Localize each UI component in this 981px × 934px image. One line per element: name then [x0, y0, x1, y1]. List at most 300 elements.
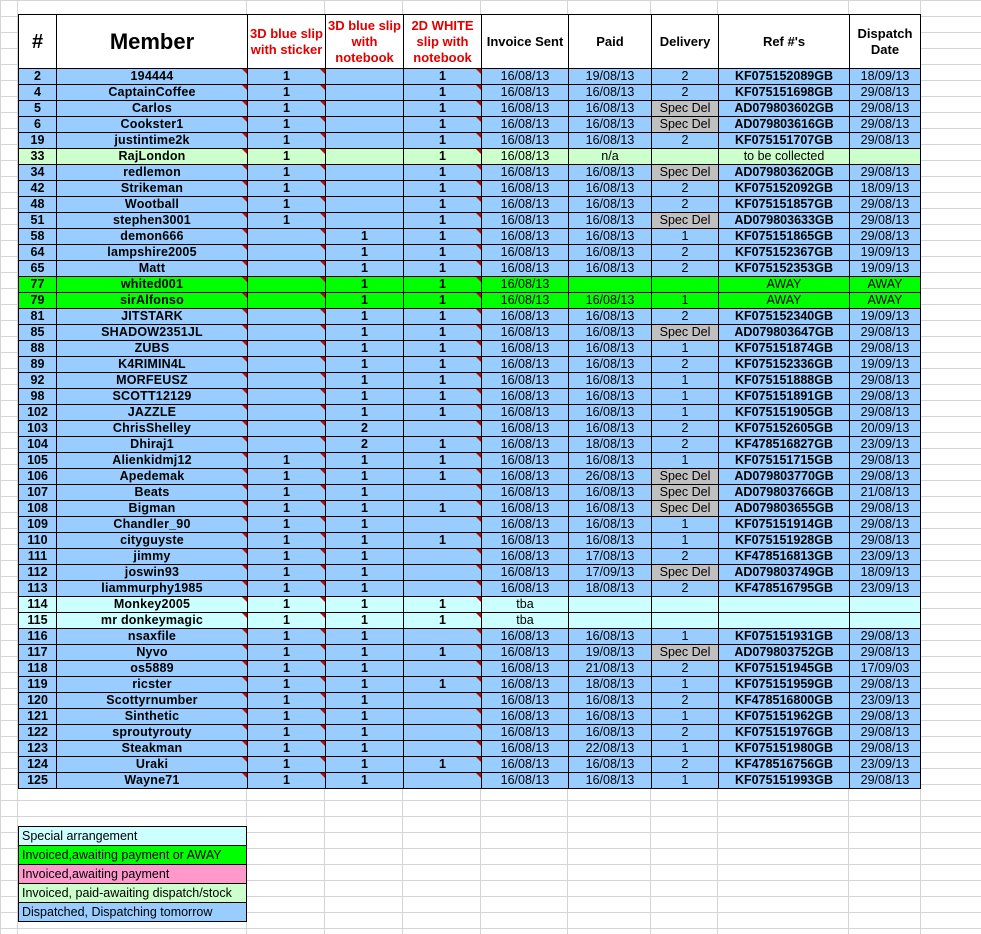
sticker-qty-cell[interactable]: 1	[248, 101, 326, 117]
dispatch-date-cell[interactable]: 19/09/13	[850, 245, 921, 261]
invoice-sent-cell[interactable]: 16/08/13	[482, 245, 569, 261]
delivery-cell[interactable]: 2	[652, 357, 719, 373]
invoice-sent-cell[interactable]: 16/08/13	[482, 69, 569, 85]
paid-date-cell[interactable]: 16/08/13	[569, 85, 652, 101]
member-name-cell[interactable]: jimmy	[57, 549, 248, 565]
member-name-cell[interactable]: Strikeman	[57, 181, 248, 197]
paid-date-cell[interactable]	[569, 613, 652, 629]
notebook2d-qty-cell[interactable]: 1	[404, 325, 482, 341]
member-name-cell[interactable]: os5889	[57, 661, 248, 677]
member-name-cell[interactable]: CaptainCoffee	[57, 85, 248, 101]
member-number-cell[interactable]: 108	[19, 501, 57, 517]
paid-date-cell[interactable]: 16/08/13	[569, 133, 652, 149]
invoice-sent-cell[interactable]: 16/08/13	[482, 389, 569, 405]
invoice-sent-cell[interactable]: 16/08/13	[482, 661, 569, 677]
delivery-cell[interactable]: Spec Del	[652, 485, 719, 501]
member-number-cell[interactable]: 124	[19, 757, 57, 773]
notebook2d-qty-cell[interactable]	[404, 741, 482, 757]
sticker-qty-cell[interactable]	[248, 325, 326, 341]
member-number-cell[interactable]: 104	[19, 437, 57, 453]
notebook3d-qty-cell[interactable]: 2	[326, 421, 404, 437]
dispatch-date-cell[interactable]: 29/08/13	[850, 165, 921, 181]
member-name-cell[interactable]: JAZZLE	[57, 405, 248, 421]
member-name-cell[interactable]: Matt	[57, 261, 248, 277]
paid-date-cell[interactable]: 16/08/13	[569, 165, 652, 181]
sticker-qty-cell[interactable]: 1	[248, 565, 326, 581]
notebook2d-qty-cell[interactable]: 1	[404, 133, 482, 149]
ref-number-cell[interactable]: KF075152353GB	[719, 261, 850, 277]
notebook2d-qty-cell[interactable]: 1	[404, 405, 482, 421]
sticker-qty-cell[interactable]: 1	[248, 69, 326, 85]
notebook3d-qty-cell[interactable]: 1	[326, 261, 404, 277]
invoice-sent-cell[interactable]: 16/08/13	[482, 645, 569, 661]
paid-date-cell[interactable]: 16/08/13	[569, 517, 652, 533]
paid-date-cell[interactable]: 26/08/13	[569, 469, 652, 485]
notebook3d-qty-cell[interactable]	[326, 165, 404, 181]
paid-date-cell[interactable]: 22/08/13	[569, 741, 652, 757]
paid-date-cell[interactable]: 16/08/13	[569, 421, 652, 437]
paid-date-cell[interactable]: 16/08/13	[569, 405, 652, 421]
invoice-sent-cell[interactable]: 16/08/13	[482, 325, 569, 341]
paid-date-cell[interactable]: 16/08/13	[569, 325, 652, 341]
sticker-qty-cell[interactable]: 1	[248, 117, 326, 133]
notebook3d-qty-cell[interactable]: 1	[326, 293, 404, 309]
ref-number-cell[interactable]: KF075151865GB	[719, 229, 850, 245]
dispatch-date-cell[interactable]: 23/09/13	[850, 437, 921, 453]
invoice-sent-cell[interactable]: 16/08/13	[482, 85, 569, 101]
ref-number-cell[interactable]	[719, 613, 850, 629]
sticker-qty-cell[interactable]	[248, 309, 326, 325]
invoice-sent-cell[interactable]: 16/08/13	[482, 437, 569, 453]
paid-date-cell[interactable]: 16/08/13	[569, 773, 652, 789]
dispatch-date-cell[interactable]: 19/09/13	[850, 261, 921, 277]
sticker-qty-cell[interactable]: 1	[248, 501, 326, 517]
member-name-cell[interactable]: SCOTT12129	[57, 389, 248, 405]
dispatch-date-cell[interactable]: 23/09/13	[850, 757, 921, 773]
notebook3d-qty-cell[interactable]	[326, 117, 404, 133]
notebook3d-qty-cell[interactable]: 1	[326, 453, 404, 469]
member-name-cell[interactable]: SHADOW2351JL	[57, 325, 248, 341]
notebook2d-qty-cell[interactable]	[404, 517, 482, 533]
invoice-sent-cell[interactable]: 16/08/13	[482, 261, 569, 277]
sticker-qty-cell[interactable]	[248, 357, 326, 373]
dispatch-date-cell[interactable]: 29/08/13	[850, 629, 921, 645]
notebook3d-qty-cell[interactable]: 1	[326, 597, 404, 613]
notebook3d-qty-cell[interactable]: 1	[326, 693, 404, 709]
ref-number-cell[interactable]: AD079803620GB	[719, 165, 850, 181]
invoice-sent-cell[interactable]: 16/08/13	[482, 421, 569, 437]
notebook2d-qty-cell[interactable]: 1	[404, 117, 482, 133]
paid-date-cell[interactable]: 16/08/13	[569, 309, 652, 325]
header-invoice-sent[interactable]: Invoice Sent	[482, 15, 569, 69]
member-number-cell[interactable]: 48	[19, 197, 57, 213]
member-number-cell[interactable]: 65	[19, 261, 57, 277]
ref-number-cell[interactable]: AD079803749GB	[719, 565, 850, 581]
ref-number-cell[interactable]: AD079803766GB	[719, 485, 850, 501]
member-name-cell[interactable]: demon666	[57, 229, 248, 245]
invoice-sent-cell[interactable]: 16/08/13	[482, 501, 569, 517]
member-number-cell[interactable]: 58	[19, 229, 57, 245]
member-name-cell[interactable]: mr donkeymagic	[57, 613, 248, 629]
ref-number-cell[interactable]: KF075152336GB	[719, 357, 850, 373]
member-name-cell[interactable]: justintime2k	[57, 133, 248, 149]
dispatch-date-cell[interactable]: 29/08/13	[850, 741, 921, 757]
notebook2d-qty-cell[interactable]	[404, 725, 482, 741]
ref-number-cell[interactable]: KF478516756GB	[719, 757, 850, 773]
member-number-cell[interactable]: 123	[19, 741, 57, 757]
member-number-cell[interactable]: 51	[19, 213, 57, 229]
notebook3d-qty-cell[interactable]: 1	[326, 485, 404, 501]
ref-number-cell[interactable]	[719, 597, 850, 613]
invoice-sent-cell[interactable]: 16/08/13	[482, 741, 569, 757]
member-name-cell[interactable]: joswin93	[57, 565, 248, 581]
invoice-sent-cell[interactable]: 16/08/13	[482, 309, 569, 325]
member-number-cell[interactable]: 119	[19, 677, 57, 693]
member-number-cell[interactable]: 85	[19, 325, 57, 341]
dispatch-date-cell[interactable]: 29/08/13	[850, 341, 921, 357]
notebook3d-qty-cell[interactable]: 1	[326, 741, 404, 757]
notebook2d-qty-cell[interactable]	[404, 693, 482, 709]
notebook3d-qty-cell[interactable]	[326, 69, 404, 85]
paid-date-cell[interactable]: 16/08/13	[569, 357, 652, 373]
sticker-qty-cell[interactable]: 1	[248, 549, 326, 565]
member-name-cell[interactable]: MORFEUSZ	[57, 373, 248, 389]
delivery-cell[interactable]: 2	[652, 197, 719, 213]
ref-number-cell[interactable]: KF075152605GB	[719, 421, 850, 437]
member-number-cell[interactable]: 6	[19, 117, 57, 133]
notebook3d-qty-cell[interactable]: 1	[326, 357, 404, 373]
sticker-qty-cell[interactable]	[248, 341, 326, 357]
delivery-cell[interactable]: 2	[652, 725, 719, 741]
notebook3d-qty-cell[interactable]: 1	[326, 245, 404, 261]
member-name-cell[interactable]: whited001	[57, 277, 248, 293]
sticker-qty-cell[interactable]: 1	[248, 213, 326, 229]
paid-date-cell[interactable]: n/a	[569, 149, 652, 165]
sticker-qty-cell[interactable]: 1	[248, 533, 326, 549]
member-number-cell[interactable]: 2	[19, 69, 57, 85]
member-number-cell[interactable]: 122	[19, 725, 57, 741]
notebook2d-qty-cell[interactable]: 1	[404, 69, 482, 85]
delivery-cell[interactable]: 1	[652, 741, 719, 757]
ref-number-cell[interactable]: KF075151928GB	[719, 533, 850, 549]
notebook3d-qty-cell[interactable]: 1	[326, 773, 404, 789]
paid-date-cell[interactable]	[569, 277, 652, 293]
paid-date-cell[interactable]: 16/08/13	[569, 181, 652, 197]
ref-number-cell[interactable]: KF075151888GB	[719, 373, 850, 389]
paid-date-cell[interactable]: 16/08/13	[569, 245, 652, 261]
sticker-qty-cell[interactable]: 1	[248, 645, 326, 661]
invoice-sent-cell[interactable]: 16/08/13	[482, 293, 569, 309]
member-number-cell[interactable]: 92	[19, 373, 57, 389]
notebook3d-qty-cell[interactable]	[326, 101, 404, 117]
delivery-cell[interactable]: Spec Del	[652, 101, 719, 117]
member-name-cell[interactable]: Uraki	[57, 757, 248, 773]
sticker-qty-cell[interactable]	[248, 277, 326, 293]
dispatch-date-cell[interactable]: 29/08/13	[850, 85, 921, 101]
paid-date-cell[interactable]: 16/08/13	[569, 485, 652, 501]
notebook2d-qty-cell[interactable]: 1	[404, 357, 482, 373]
dispatch-date-cell[interactable]: 20/09/13	[850, 421, 921, 437]
notebook3d-qty-cell[interactable]: 1	[326, 725, 404, 741]
notebook2d-qty-cell[interactable]: 1	[404, 469, 482, 485]
notebook3d-qty-cell[interactable]	[326, 197, 404, 213]
paid-date-cell[interactable]: 17/08/13	[569, 549, 652, 565]
delivery-cell[interactable]: 1	[652, 629, 719, 645]
notebook2d-qty-cell[interactable]: 1	[404, 309, 482, 325]
sticker-qty-cell[interactable]	[248, 421, 326, 437]
invoice-sent-cell[interactable]: 16/08/13	[482, 213, 569, 229]
ref-number-cell[interactable]: to be collected	[719, 149, 850, 165]
member-number-cell[interactable]: 116	[19, 629, 57, 645]
delivery-cell[interactable]: Spec Del	[652, 469, 719, 485]
sticker-qty-cell[interactable]: 1	[248, 597, 326, 613]
notebook2d-qty-cell[interactable]: 1	[404, 261, 482, 277]
ref-number-cell[interactable]: KF075151891GB	[719, 389, 850, 405]
sticker-qty-cell[interactable]	[248, 245, 326, 261]
dispatch-date-cell[interactable]: 29/08/13	[850, 469, 921, 485]
member-name-cell[interactable]: 194444	[57, 69, 248, 85]
member-name-cell[interactable]: Carlos	[57, 101, 248, 117]
ref-number-cell[interactable]: KF075151976GB	[719, 725, 850, 741]
ref-number-cell[interactable]: KF075151980GB	[719, 741, 850, 757]
invoice-sent-cell[interactable]: 16/08/13	[482, 101, 569, 117]
sticker-qty-cell[interactable]: 1	[248, 165, 326, 181]
notebook2d-qty-cell[interactable]: 1	[404, 165, 482, 181]
notebook3d-qty-cell[interactable]: 1	[326, 565, 404, 581]
dispatch-date-cell[interactable]: 23/09/13	[850, 581, 921, 597]
member-number-cell[interactable]: 112	[19, 565, 57, 581]
member-name-cell[interactable]: sirAlfonso	[57, 293, 248, 309]
notebook3d-qty-cell[interactable]: 1	[326, 549, 404, 565]
invoice-sent-cell[interactable]: tba	[482, 597, 569, 613]
member-name-cell[interactable]: Beats	[57, 485, 248, 501]
paid-date-cell[interactable]: 17/09/13	[569, 565, 652, 581]
dispatch-date-cell[interactable]: 19/09/13	[850, 309, 921, 325]
sticker-qty-cell[interactable]: 1	[248, 469, 326, 485]
notebook3d-qty-cell[interactable]: 1	[326, 405, 404, 421]
member-name-cell[interactable]: K4RIMIN4L	[57, 357, 248, 373]
invoice-sent-cell[interactable]: 16/08/13	[482, 277, 569, 293]
header-member[interactable]: Member	[57, 15, 248, 69]
member-name-cell[interactable]: Dhiraj1	[57, 437, 248, 453]
member-name-cell[interactable]: cityguyste	[57, 533, 248, 549]
sticker-qty-cell[interactable]	[248, 293, 326, 309]
member-number-cell[interactable]: 118	[19, 661, 57, 677]
dispatch-date-cell[interactable]: 29/08/13	[850, 677, 921, 693]
member-name-cell[interactable]: Chandler_90	[57, 517, 248, 533]
ref-number-cell[interactable]: KF075152340GB	[719, 309, 850, 325]
sticker-qty-cell[interactable]: 1	[248, 709, 326, 725]
notebook2d-qty-cell[interactable]: 1	[404, 149, 482, 165]
member-number-cell[interactable]: 81	[19, 309, 57, 325]
member-number-cell[interactable]: 34	[19, 165, 57, 181]
ref-number-cell[interactable]: KF075151715GB	[719, 453, 850, 469]
legend-label[interactable]: Special arrangement	[19, 827, 247, 846]
ref-number-cell[interactable]: AD079803770GB	[719, 469, 850, 485]
notebook3d-qty-cell[interactable]	[326, 181, 404, 197]
member-name-cell[interactable]: Scottyrnumber	[57, 693, 248, 709]
notebook3d-qty-cell[interactable]: 1	[326, 277, 404, 293]
notebook2d-qty-cell[interactable]: 1	[404, 373, 482, 389]
header-dispatch-date[interactable]: Dispatch Date	[850, 15, 921, 69]
dispatch-date-cell[interactable]: 29/08/13	[850, 405, 921, 421]
delivery-cell[interactable]: 2	[652, 437, 719, 453]
member-name-cell[interactable]: ZUBS	[57, 341, 248, 357]
delivery-cell[interactable]	[652, 277, 719, 293]
paid-date-cell[interactable]: 16/08/13	[569, 533, 652, 549]
delivery-cell[interactable]: 2	[652, 421, 719, 437]
notebook3d-qty-cell[interactable]: 1	[326, 325, 404, 341]
ref-number-cell[interactable]: AD079803633GB	[719, 213, 850, 229]
member-name-cell[interactable]: Sinthetic	[57, 709, 248, 725]
member-number-cell[interactable]: 114	[19, 597, 57, 613]
dispatch-date-cell[interactable]: 29/08/13	[850, 197, 921, 213]
member-number-cell[interactable]: 4	[19, 85, 57, 101]
paid-date-cell[interactable]: 16/08/13	[569, 197, 652, 213]
invoice-sent-cell[interactable]: 16/08/13	[482, 229, 569, 245]
notebook2d-qty-cell[interactable]: 1	[404, 613, 482, 629]
invoice-sent-cell[interactable]: 16/08/13	[482, 725, 569, 741]
dispatch-date-cell[interactable]: 29/08/13	[850, 389, 921, 405]
member-name-cell[interactable]: stephen3001	[57, 213, 248, 229]
notebook2d-qty-cell[interactable]	[404, 549, 482, 565]
invoice-sent-cell[interactable]: 16/08/13	[482, 133, 569, 149]
member-name-cell[interactable]: ChrisShelley	[57, 421, 248, 437]
member-number-cell[interactable]: 5	[19, 101, 57, 117]
notebook3d-qty-cell[interactable]: 1	[326, 645, 404, 661]
paid-date-cell[interactable]: 16/08/13	[569, 453, 652, 469]
delivery-cell[interactable]: Spec Del	[652, 325, 719, 341]
notebook3d-qty-cell[interactable]: 1	[326, 309, 404, 325]
invoice-sent-cell[interactable]: 16/08/13	[482, 165, 569, 181]
paid-date-cell[interactable]: 16/08/13	[569, 389, 652, 405]
dispatch-date-cell[interactable]: AWAY	[850, 277, 921, 293]
invoice-sent-cell[interactable]: 16/08/13	[482, 453, 569, 469]
sticker-qty-cell[interactable]: 1	[248, 517, 326, 533]
member-name-cell[interactable]: JITSTARK	[57, 309, 248, 325]
notebook3d-qty-cell[interactable]	[326, 213, 404, 229]
member-number-cell[interactable]: 106	[19, 469, 57, 485]
notebook2d-qty-cell[interactable]: 1	[404, 245, 482, 261]
member-name-cell[interactable]: nsaxfile	[57, 629, 248, 645]
sticker-qty-cell[interactable]: 1	[248, 181, 326, 197]
invoice-sent-cell[interactable]: 16/08/13	[482, 549, 569, 565]
notebook2d-qty-cell[interactable]	[404, 709, 482, 725]
invoice-sent-cell[interactable]: tba	[482, 613, 569, 629]
dispatch-date-cell[interactable]: 17/09/03	[850, 661, 921, 677]
dispatch-date-cell[interactable]	[850, 597, 921, 613]
invoice-sent-cell[interactable]: 16/08/13	[482, 693, 569, 709]
member-name-cell[interactable]: Monkey2005	[57, 597, 248, 613]
delivery-cell[interactable]	[652, 149, 719, 165]
notebook3d-qty-cell[interactable]	[326, 133, 404, 149]
delivery-cell[interactable]: Spec Del	[652, 645, 719, 661]
dispatch-date-cell[interactable]: 29/08/13	[850, 229, 921, 245]
ref-number-cell[interactable]: KF075151914GB	[719, 517, 850, 533]
notebook3d-qty-cell[interactable]: 1	[326, 389, 404, 405]
delivery-cell[interactable]: 2	[652, 661, 719, 677]
notebook2d-qty-cell[interactable]: 1	[404, 293, 482, 309]
member-number-cell[interactable]: 111	[19, 549, 57, 565]
ref-number-cell[interactable]: KF075151857GB	[719, 197, 850, 213]
sticker-qty-cell[interactable]: 1	[248, 741, 326, 757]
notebook3d-qty-cell[interactable]: 1	[326, 501, 404, 517]
ref-number-cell[interactable]: KF075152092GB	[719, 181, 850, 197]
notebook2d-qty-cell[interactable]	[404, 581, 482, 597]
delivery-cell[interactable]: 2	[652, 549, 719, 565]
invoice-sent-cell[interactable]: 16/08/13	[482, 677, 569, 693]
delivery-cell[interactable]: 2	[652, 581, 719, 597]
delivery-cell[interactable]: 2	[652, 181, 719, 197]
member-number-cell[interactable]: 115	[19, 613, 57, 629]
ref-number-cell[interactable]: KF075151698GB	[719, 85, 850, 101]
notebook2d-qty-cell[interactable]: 1	[404, 437, 482, 453]
ref-number-cell[interactable]: KF075151707GB	[719, 133, 850, 149]
ref-number-cell[interactable]: KF075152367GB	[719, 245, 850, 261]
notebook2d-qty-cell[interactable]: 1	[404, 677, 482, 693]
member-number-cell[interactable]: 98	[19, 389, 57, 405]
notebook2d-qty-cell[interactable]: 1	[404, 341, 482, 357]
dispatch-date-cell[interactable]: 29/08/13	[850, 373, 921, 389]
dispatch-date-cell[interactable]: 21/08/13	[850, 485, 921, 501]
ref-number-cell[interactable]: AD079803752GB	[719, 645, 850, 661]
dispatch-date-cell[interactable]: 29/08/13	[850, 325, 921, 341]
dispatch-date-cell[interactable]: AWAY	[850, 293, 921, 309]
dispatch-date-cell[interactable]: 29/08/13	[850, 709, 921, 725]
ref-number-cell[interactable]: KF075151905GB	[719, 405, 850, 421]
delivery-cell[interactable]: 1	[652, 229, 719, 245]
dispatch-date-cell[interactable]: 19/09/13	[850, 357, 921, 373]
legend-label[interactable]: Invoiced, paid-awaiting dispatch/stock	[19, 884, 247, 903]
paid-date-cell[interactable]: 16/08/13	[569, 725, 652, 741]
member-name-cell[interactable]: lampshire2005	[57, 245, 248, 261]
delivery-cell[interactable]: 2	[652, 133, 719, 149]
ref-number-cell[interactable]: KF478516795GB	[719, 581, 850, 597]
legend-label[interactable]: Invoiced,awaiting payment	[19, 865, 247, 884]
sticker-qty-cell[interactable]: 1	[248, 581, 326, 597]
delivery-cell[interactable]: 2	[652, 69, 719, 85]
invoice-sent-cell[interactable]: 16/08/13	[482, 565, 569, 581]
dispatch-date-cell[interactable]: 23/09/13	[850, 549, 921, 565]
notebook3d-qty-cell[interactable]: 1	[326, 517, 404, 533]
member-number-cell[interactable]: 110	[19, 533, 57, 549]
delivery-cell[interactable]: 1	[652, 341, 719, 357]
paid-date-cell[interactable]: 16/08/13	[569, 229, 652, 245]
notebook3d-qty-cell[interactable]: 1	[326, 229, 404, 245]
sticker-qty-cell[interactable]	[248, 373, 326, 389]
delivery-cell[interactable]: 1	[652, 293, 719, 309]
member-number-cell[interactable]: 113	[19, 581, 57, 597]
ref-number-cell[interactable]: KF075151931GB	[719, 629, 850, 645]
member-name-cell[interactable]: Wootball	[57, 197, 248, 213]
notebook3d-qty-cell[interactable]: 1	[326, 629, 404, 645]
paid-date-cell[interactable]: 16/08/13	[569, 213, 652, 229]
delivery-cell[interactable]: Spec Del	[652, 213, 719, 229]
ref-number-cell[interactable]: AD079803655GB	[719, 501, 850, 517]
notebook2d-qty-cell[interactable]: 1	[404, 197, 482, 213]
delivery-cell[interactable]: Spec Del	[652, 165, 719, 181]
notebook3d-qty-cell[interactable]: 1	[326, 469, 404, 485]
header-num[interactable]: #	[19, 15, 57, 69]
sticker-qty-cell[interactable]: 1	[248, 453, 326, 469]
delivery-cell[interactable]: 2	[652, 757, 719, 773]
dispatch-date-cell[interactable]: 29/08/13	[850, 101, 921, 117]
invoice-sent-cell[interactable]: 16/08/13	[482, 709, 569, 725]
sticker-qty-cell[interactable]	[248, 261, 326, 277]
delivery-cell[interactable]	[652, 597, 719, 613]
notebook3d-qty-cell[interactable]	[326, 149, 404, 165]
legend-label[interactable]: Dispatched, Dispatching tomorrow	[19, 903, 247, 922]
